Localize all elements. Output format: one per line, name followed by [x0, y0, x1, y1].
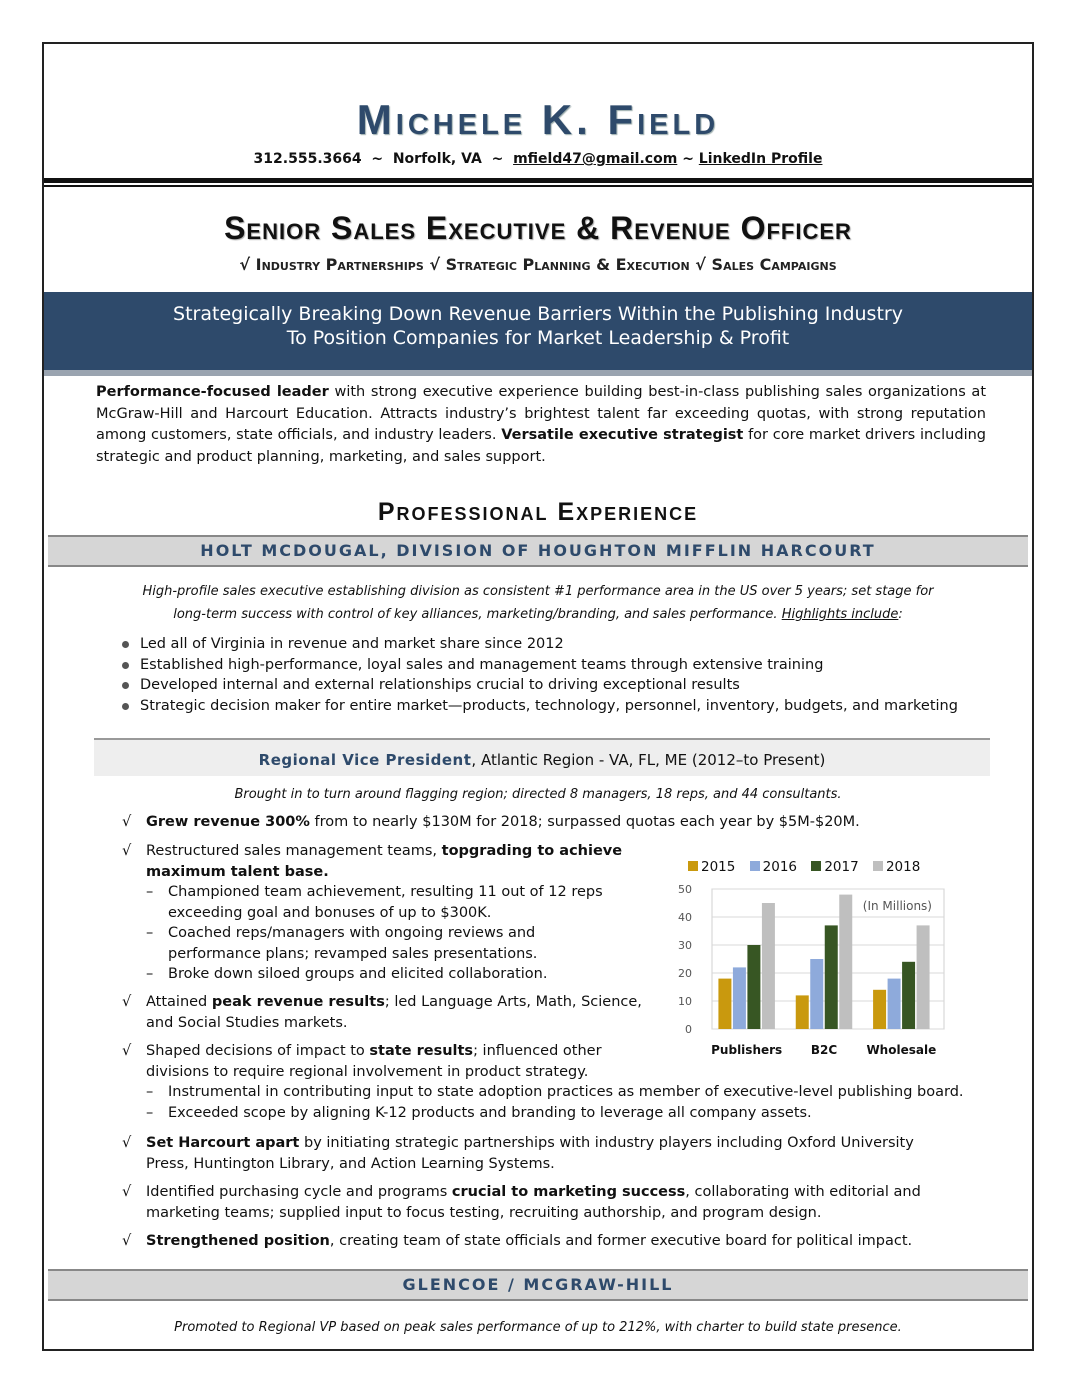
- email-link[interactable]: mfield47@gmail.com: [513, 151, 678, 167]
- acc-text: ; influenced other divisions to require regional involvement in product strategy.: [146, 1043, 602, 1080]
- list-item: [122, 675, 958, 696]
- highlights-link: Highlights include: [781, 607, 899, 622]
- highlight-text: Developed internal and external relationships crucial to driving exceptional results: [140, 677, 740, 693]
- bullet-icon: [122, 682, 129, 689]
- sub-item: [146, 964, 626, 985]
- contact-line: [44, 150, 1032, 168]
- chart-bar: [718, 979, 731, 1029]
- check-icon: √: [239, 255, 251, 274]
- dash-icon: –: [146, 925, 154, 941]
- bullet-icon: [122, 703, 129, 710]
- acc-bold: peak revenue results: [211, 994, 385, 1010]
- chart-bar: [873, 990, 886, 1029]
- revenue-bar-chart: [654, 854, 954, 1064]
- check-icon: √: [122, 1043, 132, 1059]
- check-icon: √: [122, 1233, 132, 1249]
- y-tick-label: 10: [678, 995, 692, 1008]
- banner-line-1: Strategically Breaking Down Revenue Barriers Within the Publishing Industry: [173, 303, 903, 325]
- chart-bar: [747, 945, 760, 1029]
- header-rule: [44, 178, 1032, 183]
- sub-item: [146, 882, 626, 923]
- company-intro-line: [74, 603, 1002, 626]
- acc-text: Restructured sales management teams,: [146, 843, 442, 859]
- role-title: Regional Vice President: [258, 751, 472, 769]
- separator: ~: [491, 151, 504, 167]
- dash-icon: –: [146, 1084, 154, 1100]
- chart-bar: [917, 925, 930, 1029]
- role-intro: Brought in to turn around flagging region; directed 8 managers, 18 reps, and 44 consultants.: [234, 787, 842, 802]
- acc-text: Attained: [146, 994, 212, 1010]
- check-icon: √: [122, 843, 132, 859]
- company-name-bar: GLENCOE / MCGRAW-HILL: [48, 1269, 1028, 1301]
- specialties-line: [44, 255, 1032, 275]
- summary-bold: Versatile executive strategist: [501, 427, 744, 443]
- list-item: [122, 634, 958, 655]
- acc-bold: Strengthened position: [146, 1233, 330, 1249]
- banner-line-2: To Position Companies for Market Leadership & Profit: [286, 327, 790, 349]
- list-item: [122, 655, 958, 676]
- acc-bold: state results: [369, 1043, 474, 1059]
- y-tick-label: 0: [685, 1023, 692, 1036]
- acc-bold: topgrading to achieve maximum talent base.: [146, 843, 623, 880]
- bullet-icon: [122, 662, 129, 669]
- intro-colon: :: [898, 607, 903, 622]
- company-intro: Promoted to Regional VP based on peak sales performance of up to 212%, with charter to build state presence.: [174, 1320, 902, 1335]
- separator: ~: [682, 151, 694, 167]
- acc-bold: Grew revenue 300%: [146, 814, 310, 830]
- legend-label: 2017: [824, 859, 859, 875]
- summary-text: with strong executive experience building best-in-class publishing sales organizations at McGraw-Hill and Harcourt Education. Attracts industry’s brightest talent far exceeding quotas, with strong reputation among customers, state officials, and industry leaders.: [96, 384, 987, 443]
- y-tick-label: 20: [678, 967, 692, 980]
- company-name-bar: HOLT MCDOUGAL, DIVISION OF HOUGHTON MIFFLIN HARCOURT: [48, 535, 1028, 567]
- separator: ~: [371, 151, 384, 167]
- chart-bar: [902, 962, 915, 1029]
- y-tick-label: 40: [678, 911, 692, 924]
- acc-bold: crucial to marketing success: [451, 1184, 686, 1200]
- phone: 312.555.3664: [253, 151, 362, 167]
- highlight-text: Strategic decision maker for entire market—products, technology, personnel, inventory, budgets, and marketing: [140, 697, 958, 714]
- acc-text: by initiating strategic partnerships with industry players including Oxford University Press, Huntington Library, and Action Learning Systems.: [146, 1135, 914, 1172]
- chart-annotation: (In Millions): [862, 899, 932, 913]
- summary-text: for core market drivers including strategic and product planning, marketing, and sales support.: [96, 427, 986, 465]
- highlight-text: Established high-performance, loyal sales and management teams through extensive training: [140, 656, 824, 673]
- specialty: Industry Partnerships: [255, 255, 424, 274]
- check-icon: √: [429, 255, 441, 274]
- check-icon: √: [695, 255, 706, 274]
- sub-text: Championed team achievement, resulting 11 out of 12 reps exceeding goal and bonuses of up to $300K.: [168, 884, 603, 921]
- highlights-list: [122, 634, 958, 716]
- highlight-text: Led all of Virginia in revenue and market share since 2012: [140, 636, 564, 652]
- chart-bar: [810, 959, 823, 1029]
- x-tick-label: B2C: [810, 1043, 838, 1057]
- legend-label: 2018: [885, 859, 921, 875]
- check-icon: √: [122, 1135, 132, 1151]
- chart-bar: [762, 903, 775, 1029]
- header-rule-thin: [44, 185, 1032, 187]
- dash-icon: –: [146, 884, 154, 900]
- sub-text: Instrumental in contributing input to state adoption practices as member of executive-level publishing board.: [168, 1084, 964, 1100]
- sub-text: Exceeded scope by aligning K-12 products and branding to leverage all company assets.: [168, 1104, 812, 1121]
- chart-bar: [888, 979, 901, 1029]
- location: Norfolk, VA: [392, 151, 482, 167]
- dash-icon: –: [146, 966, 154, 982]
- dash-icon: –: [146, 1104, 154, 1121]
- chart-bar: [839, 895, 852, 1029]
- y-tick-label: 30: [678, 939, 692, 952]
- intro-text: long-term success with control of key alliances, marketing/branding, and sales performance.: [173, 607, 782, 622]
- acc-text: Identified purchasing cycle and programs: [146, 1184, 452, 1200]
- check-icon: √: [122, 1184, 132, 1200]
- specialty: Strategic Planning & Execution: [445, 255, 690, 274]
- bullet-icon: [122, 641, 129, 648]
- role-detail: , Atlantic Region - VA, FL, ME (2012–to Present): [471, 751, 826, 769]
- check-icon: √: [122, 814, 132, 830]
- company-intro-line: High-profile sales executive establishing division as consistent #1 performance area in the US over 5 years; set stage for: [142, 584, 934, 599]
- acc-bold: Set Harcourt apart: [146, 1135, 300, 1151]
- headline-title: Senior Sales Executive & Revenue Officer: [224, 210, 852, 246]
- acc-text: , creating team of state officials and former executive board for political impact.: [329, 1233, 913, 1249]
- sub-item: [146, 1082, 976, 1103]
- acc-text: , collaborating with editorial and marketing teams; supplied input to focus testing, recruiting authorship, and program design.: [146, 1184, 921, 1221]
- chart-bar: [733, 967, 746, 1029]
- resume-page: [42, 42, 1034, 1351]
- role-header: [94, 738, 990, 776]
- list-item: [122, 696, 958, 717]
- section-title: Professional Experience: [377, 498, 699, 526]
- sub-item: [146, 923, 626, 964]
- acc-text: Shaped decisions of impact to: [146, 1043, 370, 1059]
- summary-bold: Performance-focused leader: [96, 384, 329, 400]
- check-icon: √: [122, 994, 132, 1010]
- legend-label: 2016: [762, 859, 798, 875]
- legend-label: 2015: [701, 859, 736, 875]
- linkedin-link[interactable]: LinkedIn Profile: [698, 151, 823, 167]
- chart-bar: [796, 995, 809, 1029]
- sub-item: [146, 1103, 976, 1124]
- candidate-name: Michele K. Field: [356, 96, 720, 143]
- sub-text: Broke down siloed groups and elicited collaboration.: [168, 966, 548, 982]
- acc-text: ; led Language Arts, Math, Science, and Social Studies markets.: [146, 994, 642, 1031]
- summary-paragraph: [96, 382, 986, 468]
- specialty: Sales Campaigns: [711, 255, 837, 274]
- sub-text: Coached reps/managers with ongoing reviews and performance plans; revamped sales presentations.: [168, 925, 538, 962]
- acc-text: from to nearly $130M for 2018; surpassed quotas each year by $5M-$20M.: [309, 814, 860, 830]
- value-banner: [44, 292, 1032, 376]
- x-tick-label: Publishers: [711, 1043, 783, 1057]
- x-tick-label: Wholesale: [866, 1043, 937, 1057]
- company-intro: [74, 580, 1002, 626]
- y-tick-label: 50: [678, 883, 692, 896]
- chart-bar: [825, 925, 838, 1029]
